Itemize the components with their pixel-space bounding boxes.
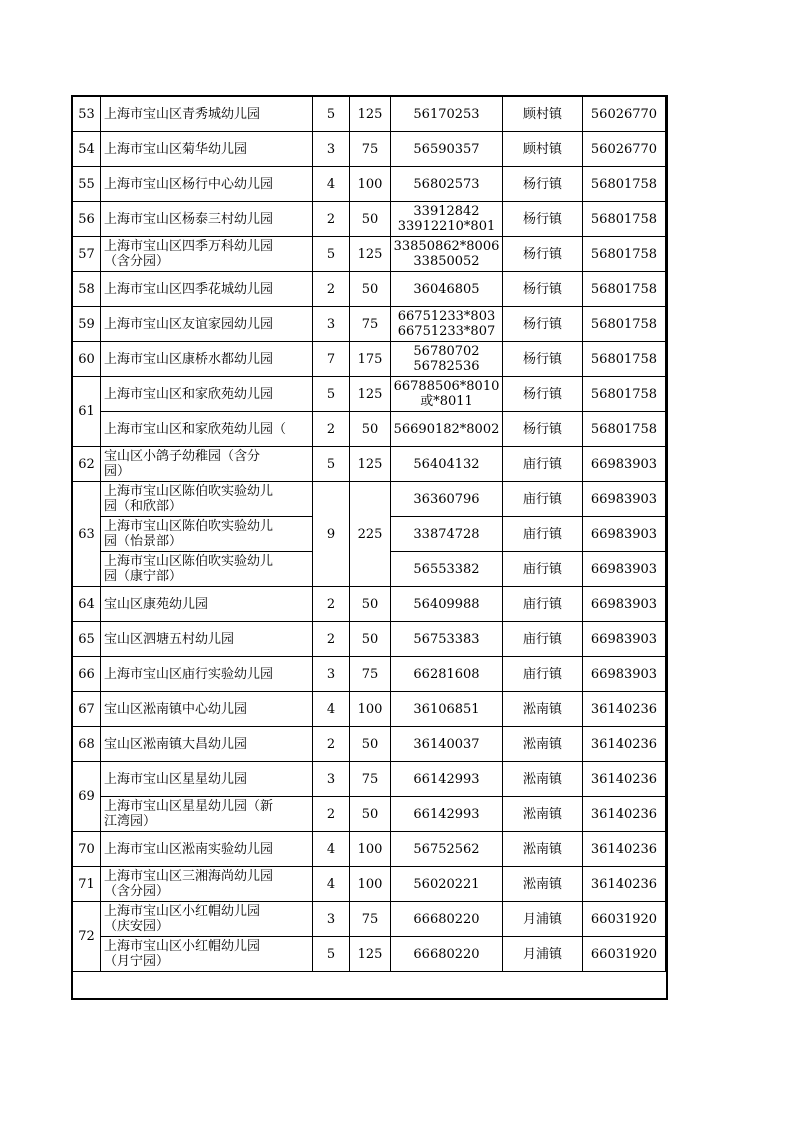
table-row: [73, 482, 666, 517]
capacity-cell: 100: [350, 832, 391, 867]
phone-cell: 66142993: [391, 762, 503, 797]
row-number-cell: 57: [73, 237, 101, 272]
cell-text-line: 33912842: [413, 204, 480, 219]
office-phone-cell: 36140236: [583, 797, 666, 832]
cell-text-line: 宝山区小鸽子幼稚园（含分: [104, 449, 261, 464]
cell-text-line: 56782536: [413, 359, 480, 374]
table-row: [73, 377, 666, 412]
kindergarten-name-cell: 上海市宝山区星星幼儿园: [101, 762, 313, 797]
table-row: [73, 622, 666, 657]
cell-text-line: 上海市宝山区星星幼儿园（新: [104, 799, 274, 814]
table-row: [73, 587, 666, 622]
office-phone-cell: 66983903: [583, 587, 666, 622]
classes-cell: 2: [313, 412, 350, 447]
town-cell: 庙行镇: [503, 587, 583, 622]
classes-cell: 7: [313, 342, 350, 377]
row-number-cell: 63: [73, 482, 101, 587]
capacity-cell: 125: [350, 377, 391, 412]
classes-cell: 4: [313, 832, 350, 867]
row-number-cell: 60: [73, 342, 101, 377]
town-cell: 杨行镇: [503, 272, 583, 307]
kindergarten-name-cell: [101, 937, 313, 972]
cell-text-line: 江湾园）: [104, 814, 157, 829]
town-cell: 庙行镇: [503, 447, 583, 482]
classes-cell: 4: [313, 167, 350, 202]
kindergarten-name-cell: 宝山区淞南镇大昌幼儿园: [101, 727, 313, 762]
classes-cell: 5: [313, 97, 350, 132]
cell-text-line: 66788506*8010: [393, 379, 500, 394]
cell-text-line: 上海市宝山区四季万科幼儿园: [104, 239, 274, 254]
town-cell: 月浦镇: [503, 902, 583, 937]
phone-cell: 36106851: [391, 692, 503, 727]
capacity-cell: 50: [350, 587, 391, 622]
classes-cell: 9: [313, 482, 350, 587]
classes-cell: 2: [313, 587, 350, 622]
cell-text-line: 56780702: [413, 344, 480, 359]
table-row: [73, 237, 666, 272]
phone-cell: 66680220: [391, 937, 503, 972]
capacity-cell: 175: [350, 342, 391, 377]
office-phone-cell: 36140236: [583, 727, 666, 762]
town-cell: 淞南镇: [503, 867, 583, 902]
town-cell: 淞南镇: [503, 692, 583, 727]
capacity-cell: 125: [350, 937, 391, 972]
phone-cell: 66142993: [391, 797, 503, 832]
row-number-cell: 59: [73, 307, 101, 342]
kindergarten-name-cell: [101, 447, 313, 482]
phone-cell: 36046805: [391, 272, 503, 307]
table-row: [73, 342, 666, 377]
cell-text-line: 上海市宝山区陈伯吹实验幼儿: [104, 519, 274, 534]
kindergarten-name-cell: 上海市宝山区淞南实验幼儿园: [101, 832, 313, 867]
cell-text-line: 或*8011: [420, 394, 473, 409]
office-phone-cell: 36140236: [583, 762, 666, 797]
office-phone-cell: 56801758: [583, 272, 666, 307]
phone-cell: 66281608: [391, 657, 503, 692]
classes-cell: 3: [313, 762, 350, 797]
cell-text-line: 33850862*8006: [393, 239, 500, 254]
phone-cell: 56020221: [391, 867, 503, 902]
classes-cell: 5: [313, 937, 350, 972]
phone-cell: 36360796: [391, 482, 503, 517]
kindergarten-name-cell: [101, 517, 313, 552]
phone-cell: 56170253: [391, 97, 503, 132]
phone-cell: [391, 237, 503, 272]
row-number-cell: 66: [73, 657, 101, 692]
capacity-cell: 125: [350, 447, 391, 482]
capacity-cell: 225: [350, 482, 391, 587]
town-cell: 杨行镇: [503, 307, 583, 342]
town-cell: 庙行镇: [503, 517, 583, 552]
town-cell: 杨行镇: [503, 237, 583, 272]
kindergarten-name-cell: 上海市宝山区杨行中心幼儿园: [101, 167, 313, 202]
capacity-cell: 50: [350, 202, 391, 237]
office-phone-cell: 56801758: [583, 342, 666, 377]
office-phone-cell: 66983903: [583, 447, 666, 482]
kindergarten-name-cell: 上海市宝山区和家欣苑幼儿园（: [101, 412, 313, 447]
office-phone-cell: 56801758: [583, 307, 666, 342]
kindergarten-name-cell: 上海市宝山区康桥水都幼儿园: [101, 342, 313, 377]
classes-cell: 5: [313, 377, 350, 412]
classes-cell: 3: [313, 132, 350, 167]
office-phone-cell: 36140236: [583, 832, 666, 867]
table-row: [73, 447, 666, 482]
town-cell: 淞南镇: [503, 762, 583, 797]
office-phone-cell: 66983903: [583, 657, 666, 692]
town-cell: 淞南镇: [503, 727, 583, 762]
classes-cell: 4: [313, 867, 350, 902]
phone-cell: 56802573: [391, 167, 503, 202]
town-cell: 杨行镇: [503, 412, 583, 447]
office-phone-cell: 56026770: [583, 132, 666, 167]
table-row: [73, 832, 666, 867]
capacity-cell: 100: [350, 692, 391, 727]
classes-cell: 2: [313, 202, 350, 237]
cell-text-line: （庆安园）: [104, 919, 170, 934]
table-row: [73, 762, 666, 797]
classes-cell: 2: [313, 622, 350, 657]
office-phone-cell: 56801758: [583, 202, 666, 237]
row-number-cell: 64: [73, 587, 101, 622]
phone-cell: 56690182*8002: [391, 412, 503, 447]
cell-text-line: 园）: [104, 464, 131, 479]
capacity-cell: 50: [350, 272, 391, 307]
office-phone-cell: 66983903: [583, 622, 666, 657]
table-row: [73, 797, 666, 832]
office-phone-cell: 56801758: [583, 377, 666, 412]
kindergarten-name-cell: 上海市宝山区和家欣苑幼儿园: [101, 377, 313, 412]
kindergarten-name-cell: 上海市宝山区菊华幼儿园: [101, 132, 313, 167]
classes-cell: 3: [313, 657, 350, 692]
town-cell: 杨行镇: [503, 342, 583, 377]
town-cell: 庙行镇: [503, 622, 583, 657]
table-row: [73, 132, 666, 167]
kindergarten-name-cell: 上海市宝山区庙行实验幼儿园: [101, 657, 313, 692]
classes-cell: 5: [313, 237, 350, 272]
cell-text-line: 33850052: [413, 254, 480, 269]
phone-cell: [391, 342, 503, 377]
kindergarten-name-cell: [101, 482, 313, 517]
row-number-cell: 70: [73, 832, 101, 867]
phone-cell: 66680220: [391, 902, 503, 937]
phone-cell: 56404132: [391, 447, 503, 482]
table-row: [73, 97, 666, 132]
town-cell: 杨行镇: [503, 167, 583, 202]
kindergarten-name-cell: [101, 552, 313, 587]
row-number-cell: 54: [73, 132, 101, 167]
cell-text-line: （含分园）: [104, 254, 170, 269]
capacity-cell: 50: [350, 727, 391, 762]
table-row: [73, 727, 666, 762]
classes-cell: 2: [313, 272, 350, 307]
phone-cell: 33874728: [391, 517, 503, 552]
kindergarten-name-cell: 上海市宝山区杨泰三村幼儿园: [101, 202, 313, 237]
capacity-cell: 50: [350, 622, 391, 657]
kindergarten-name-cell: 宝山区泗塘五村幼儿园: [101, 622, 313, 657]
town-cell: 杨行镇: [503, 377, 583, 412]
row-number-cell: 67: [73, 692, 101, 727]
classes-cell: 3: [313, 307, 350, 342]
row-number-cell: 55: [73, 167, 101, 202]
phone-cell: 56753383: [391, 622, 503, 657]
kindergarten-table-sheet: [72, 96, 665, 996]
office-phone-cell: 66983903: [583, 482, 666, 517]
office-phone-cell: 56801758: [583, 167, 666, 202]
phone-cell: 56752562: [391, 832, 503, 867]
capacity-cell: 50: [350, 797, 391, 832]
table-row: [73, 307, 666, 342]
office-phone-cell: 56801758: [583, 412, 666, 447]
capacity-cell: 75: [350, 307, 391, 342]
row-number-cell: 58: [73, 272, 101, 307]
kindergarten-name-cell: 上海市宝山区友谊家园幼儿园: [101, 307, 313, 342]
capacity-cell: 100: [350, 867, 391, 902]
kindergarten-name-cell: 宝山区康苑幼儿园: [101, 587, 313, 622]
row-number-cell: 71: [73, 867, 101, 902]
classes-cell: 5: [313, 447, 350, 482]
cell-text-line: 园（和欣部）: [104, 499, 183, 514]
capacity-cell: 125: [350, 237, 391, 272]
kindergarten-name-cell: 上海市宝山区四季花城幼儿园: [101, 272, 313, 307]
capacity-cell: 100: [350, 167, 391, 202]
classes-cell: 2: [313, 727, 350, 762]
table-row: [73, 202, 666, 237]
table-row: [73, 657, 666, 692]
row-number-cell: 53: [73, 97, 101, 132]
office-phone-cell: 66031920: [583, 937, 666, 972]
town-cell: 杨行镇: [503, 202, 583, 237]
cell-text-line: 33912210*801: [397, 219, 496, 234]
classes-cell: 3: [313, 902, 350, 937]
classes-cell: 2: [313, 797, 350, 832]
capacity-cell: 75: [350, 132, 391, 167]
cell-text-line: 上海市宝山区小红帽幼儿园: [104, 904, 261, 919]
cell-text-line: （月宁园）: [104, 954, 170, 969]
town-cell: 顾村镇: [503, 97, 583, 132]
phone-cell: 36140037: [391, 727, 503, 762]
table-row: [73, 937, 666, 972]
cell-text-line: 园（康宁部）: [104, 569, 183, 584]
row-number-cell: 68: [73, 727, 101, 762]
row-number-cell: 72: [73, 902, 101, 972]
kindergarten-name-cell: [101, 237, 313, 272]
capacity-cell: 75: [350, 902, 391, 937]
cell-text-line: 上海市宝山区小红帽幼儿园: [104, 939, 261, 954]
table-row: [73, 167, 666, 202]
office-phone-cell: 36140236: [583, 692, 666, 727]
capacity-cell: 75: [350, 657, 391, 692]
table-row: [73, 867, 666, 902]
town-cell: 顾村镇: [503, 132, 583, 167]
cell-text-line: 上海市宝山区陈伯吹实验幼儿: [104, 484, 274, 499]
row-number-cell: 62: [73, 447, 101, 482]
kindergarten-name-cell: [101, 797, 313, 832]
phone-cell: 56553382: [391, 552, 503, 587]
capacity-cell: 50: [350, 412, 391, 447]
table-row: [73, 692, 666, 727]
office-phone-cell: 56026770: [583, 97, 666, 132]
row-number-cell: 69: [73, 762, 101, 832]
office-phone-cell: 66031920: [583, 902, 666, 937]
row-number-cell: 65: [73, 622, 101, 657]
phone-cell: 56409988: [391, 587, 503, 622]
cell-text-line: 66751233*807: [397, 324, 496, 339]
phone-cell: [391, 202, 503, 237]
kindergarten-name-cell: 上海市宝山区青秀城幼儿园: [101, 97, 313, 132]
town-cell: 淞南镇: [503, 832, 583, 867]
kindergarten-name-cell: 宝山区淞南镇中心幼儿园: [101, 692, 313, 727]
capacity-cell: 75: [350, 762, 391, 797]
phone-cell: 56590357: [391, 132, 503, 167]
kindergarten-name-cell: [101, 902, 313, 937]
office-phone-cell: 66983903: [583, 552, 666, 587]
phone-cell: [391, 377, 503, 412]
table-row: [73, 272, 666, 307]
cell-text-line: 上海市宝山区陈伯吹实验幼儿: [104, 554, 274, 569]
cell-text-line: （含分园）: [104, 884, 170, 899]
town-cell: 庙行镇: [503, 482, 583, 517]
town-cell: 淞南镇: [503, 797, 583, 832]
office-phone-cell: 36140236: [583, 867, 666, 902]
kindergarten-table: [72, 96, 666, 972]
phone-cell: [391, 307, 503, 342]
row-number-cell: 56: [73, 202, 101, 237]
town-cell: 庙行镇: [503, 552, 583, 587]
table-row: [73, 902, 666, 937]
town-cell: 庙行镇: [503, 657, 583, 692]
town-cell: 月浦镇: [503, 937, 583, 972]
office-phone-cell: 56801758: [583, 237, 666, 272]
kindergarten-name-cell: [101, 867, 313, 902]
office-phone-cell: 66983903: [583, 517, 666, 552]
capacity-cell: 125: [350, 97, 391, 132]
table-row: [73, 412, 666, 447]
cell-text-line: 上海市宝山区三湘海尚幼儿园: [104, 869, 274, 884]
classes-cell: 4: [313, 692, 350, 727]
cell-text-line: 66751233*803: [397, 309, 496, 324]
cell-text-line: 园（怡景部）: [104, 534, 183, 549]
row-number-cell: 61: [73, 377, 101, 447]
